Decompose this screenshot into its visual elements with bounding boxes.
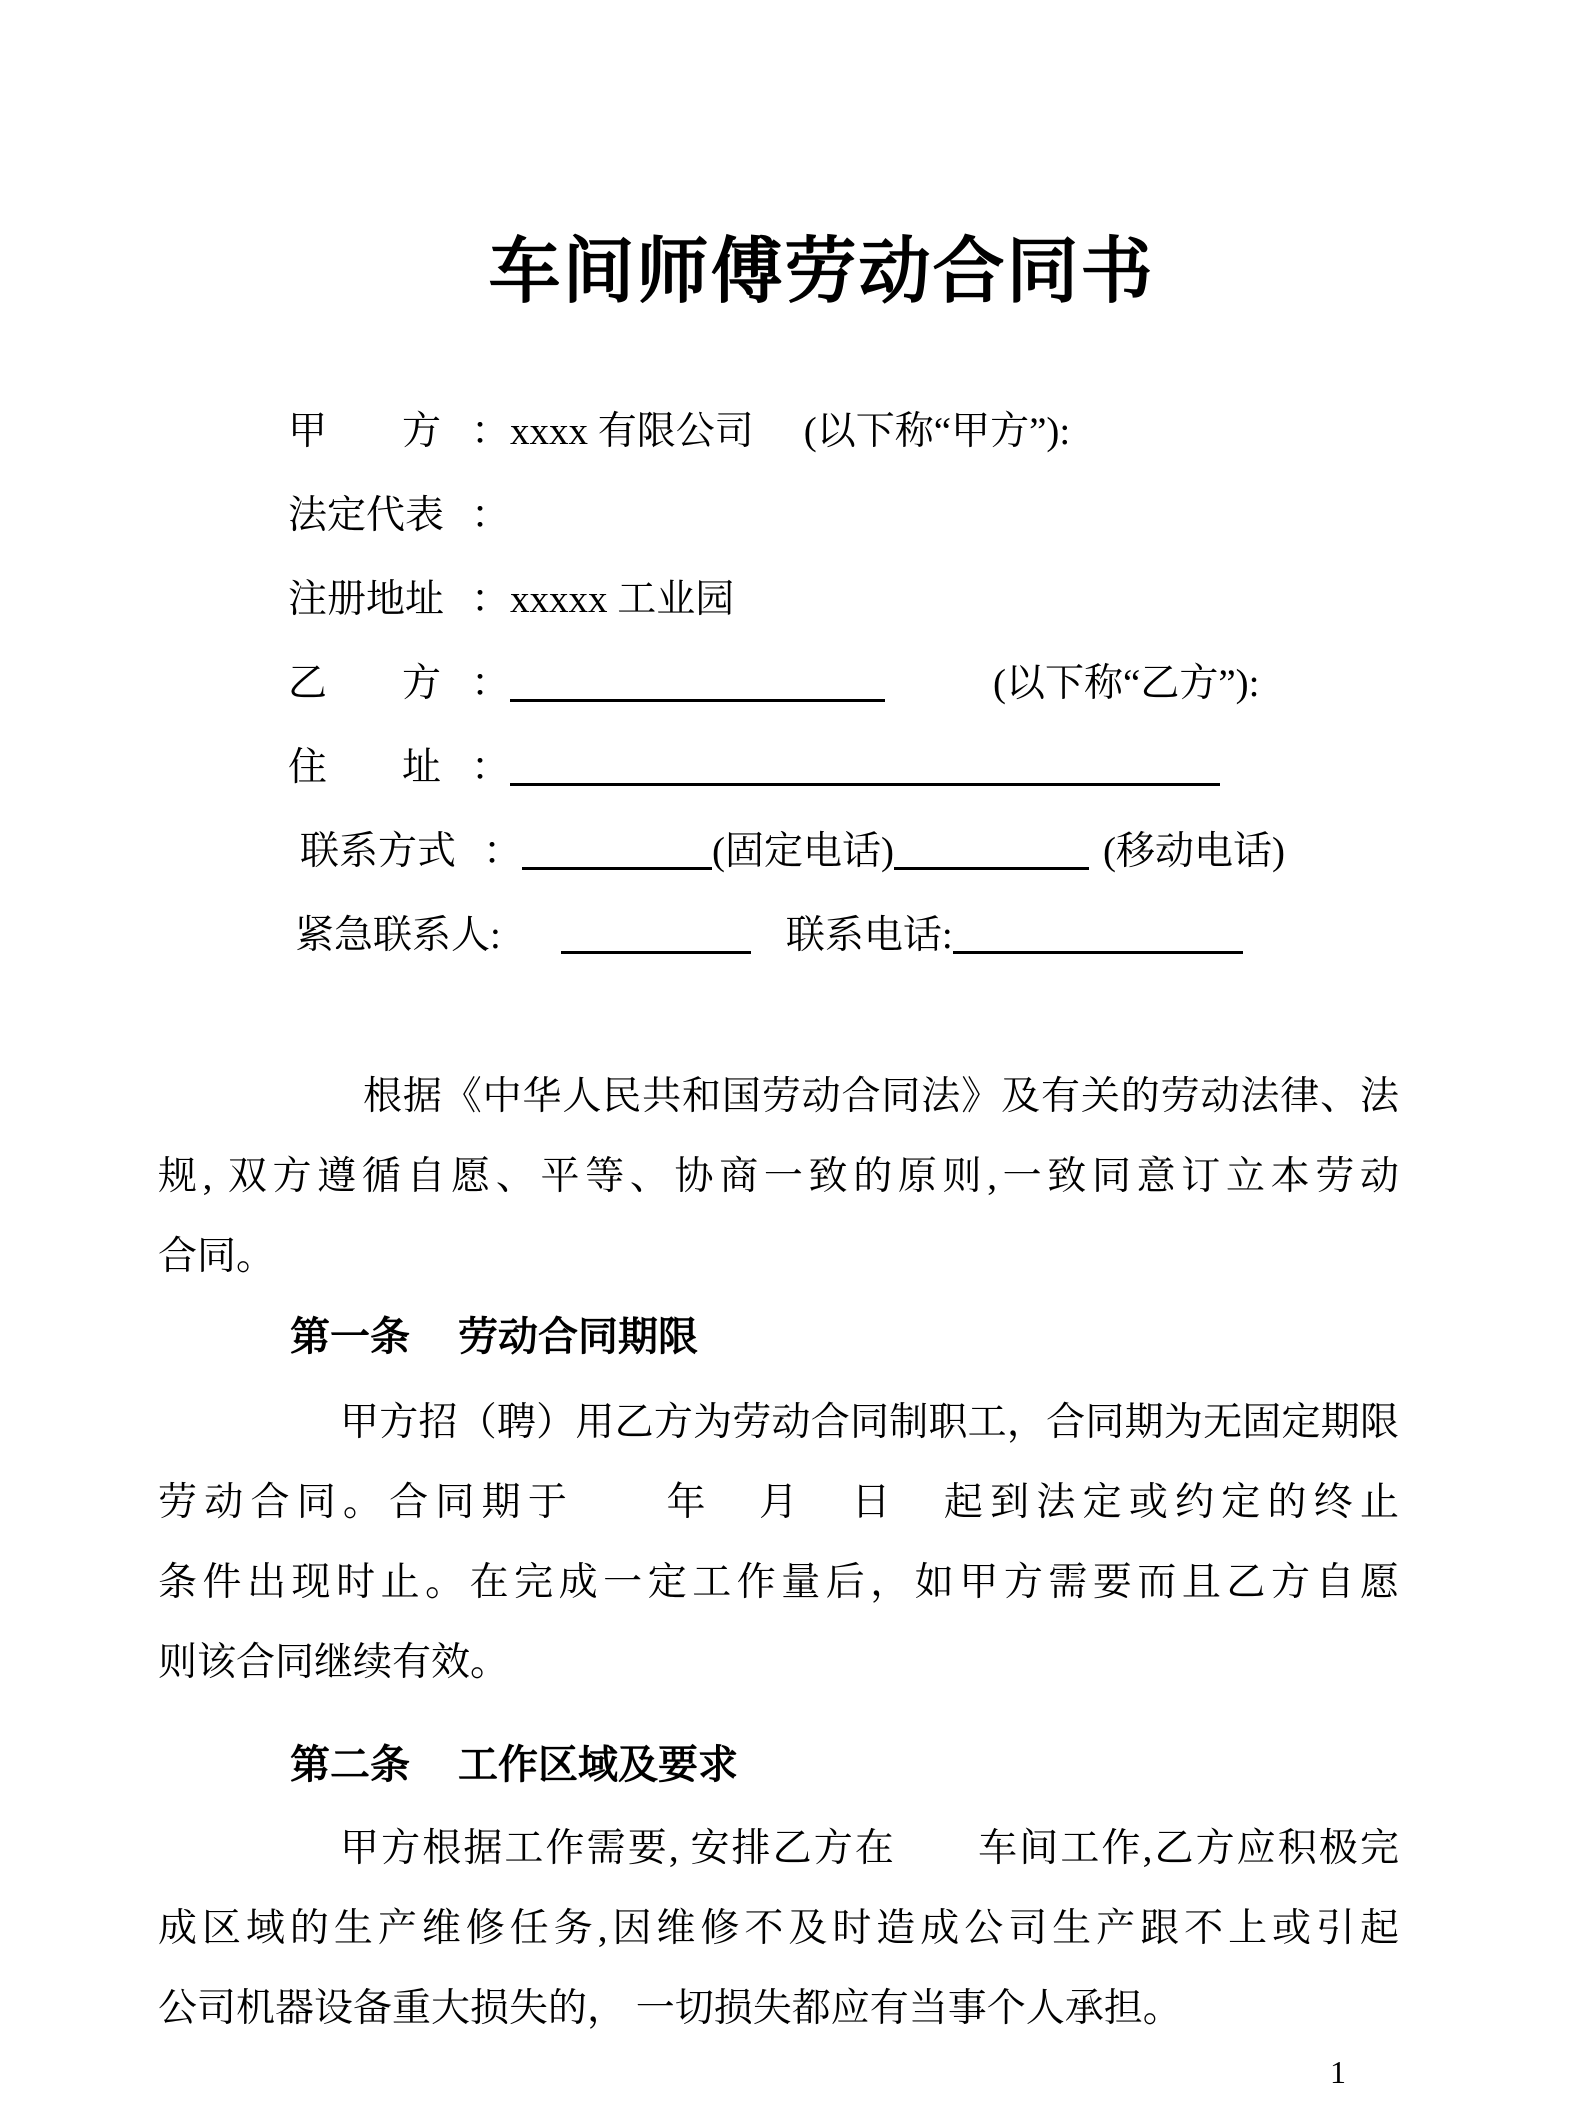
registered-address-value: xxxxx 工业园 — [510, 578, 735, 621]
paragraph-line: 则该合同继续有效。 — [158, 1641, 510, 1684]
address-blank-underline — [510, 744, 1220, 786]
paragraph-line: 劳动合同。合同期于 年 月 日 起到法定或约定的终止 — [158, 1481, 1399, 1524]
contact-line — [158, 810, 1399, 894]
emergency-contact-line — [158, 894, 1399, 978]
legal-representative-label: 法定代表 — [288, 494, 445, 537]
paragraph-line: 成区域的生产维修任务,因维修不及时造成公司生产跟不上或引起 — [158, 1907, 1399, 1950]
emergency-contact-label: 紧急联系人: — [295, 914, 501, 957]
emergency-name-blank-underline — [561, 912, 751, 954]
contact-label: 联系方式 — [300, 830, 457, 873]
registered-address-line — [158, 558, 1399, 642]
legal-representative-line — [158, 474, 1399, 558]
party-a-value: xxxx 有限公司 — [510, 410, 754, 453]
party-b-alias: (以下称“乙方”): — [993, 662, 1260, 705]
colon: ： — [471, 578, 511, 621]
party-b-blank-underline — [510, 660, 885, 702]
party-a-line — [158, 390, 1399, 474]
mobile-phone-blank-underline — [894, 828, 1089, 870]
page-number: 1 — [1330, 2054, 1346, 2090]
paragraph-line: 条件出现时止。在完成一定工作量后，如甲方需要而且乙方自愿 — [158, 1561, 1399, 1604]
article-2-heading — [158, 1725, 1399, 1805]
article-2-number: 第二条 — [290, 1742, 410, 1787]
address-line — [158, 726, 1399, 810]
paragraph-line: 甲方招（聘）用乙方为劳动合同制职工，合同期为无固定期限 — [340, 1401, 1399, 1444]
preamble-paragraph — [158, 1057, 1399, 1297]
article-2-title: 工作区域及要求 — [458, 1742, 738, 1787]
fixed-phone-label: (固定电话) — [712, 830, 894, 873]
colon: ： — [471, 494, 511, 537]
party-a-alias: (以下称“甲方”): — [803, 410, 1071, 453]
article-1-paragraph — [158, 1383, 1399, 1703]
document-title: 车间师傅劳动合同书 — [488, 232, 1155, 312]
article-1-heading — [158, 1297, 1399, 1377]
mobile-phone-label: (移动电话) — [1103, 830, 1285, 873]
article-2-paragraph — [158, 1809, 1399, 2049]
colon: ： — [471, 662, 511, 705]
paragraph-line: 规, 双方遵循自愿、平等、协商一致的原则,一致同意订立本劳动 — [158, 1155, 1399, 1198]
colon: ： — [483, 830, 523, 873]
party-a-label: 甲 方 — [288, 410, 441, 453]
colon: ： — [471, 410, 511, 453]
colon: ： — [471, 746, 511, 789]
paragraph-line: 公司机器设备重大损失的， 一切损失都应有当事个人承担。 — [158, 1987, 1182, 2030]
article-1-title: 劳动合同期限 — [458, 1314, 698, 1359]
registered-address-label: 注册地址 — [288, 578, 445, 621]
article-1-number: 第一条 — [290, 1314, 410, 1359]
paragraph-line: 合同。 — [158, 1235, 276, 1278]
fixed-phone-blank-underline — [522, 828, 712, 870]
address-label: 住 址 — [288, 746, 441, 789]
emergency-phone-label: 联系电话: — [785, 914, 953, 957]
party-info-block — [158, 390, 1399, 978]
paragraph-line: 根据《中华人民共和国劳动合同法》及有关的劳动法律、法 — [363, 1075, 1399, 1118]
party-b-label: 乙 方 — [288, 662, 441, 705]
paragraph-line: 甲方根据工作需要, 安排乙方在 车间工作,乙方应积极完 — [340, 1827, 1399, 1870]
emergency-phone-blank-underline — [953, 912, 1243, 954]
party-b-line — [158, 642, 1399, 726]
